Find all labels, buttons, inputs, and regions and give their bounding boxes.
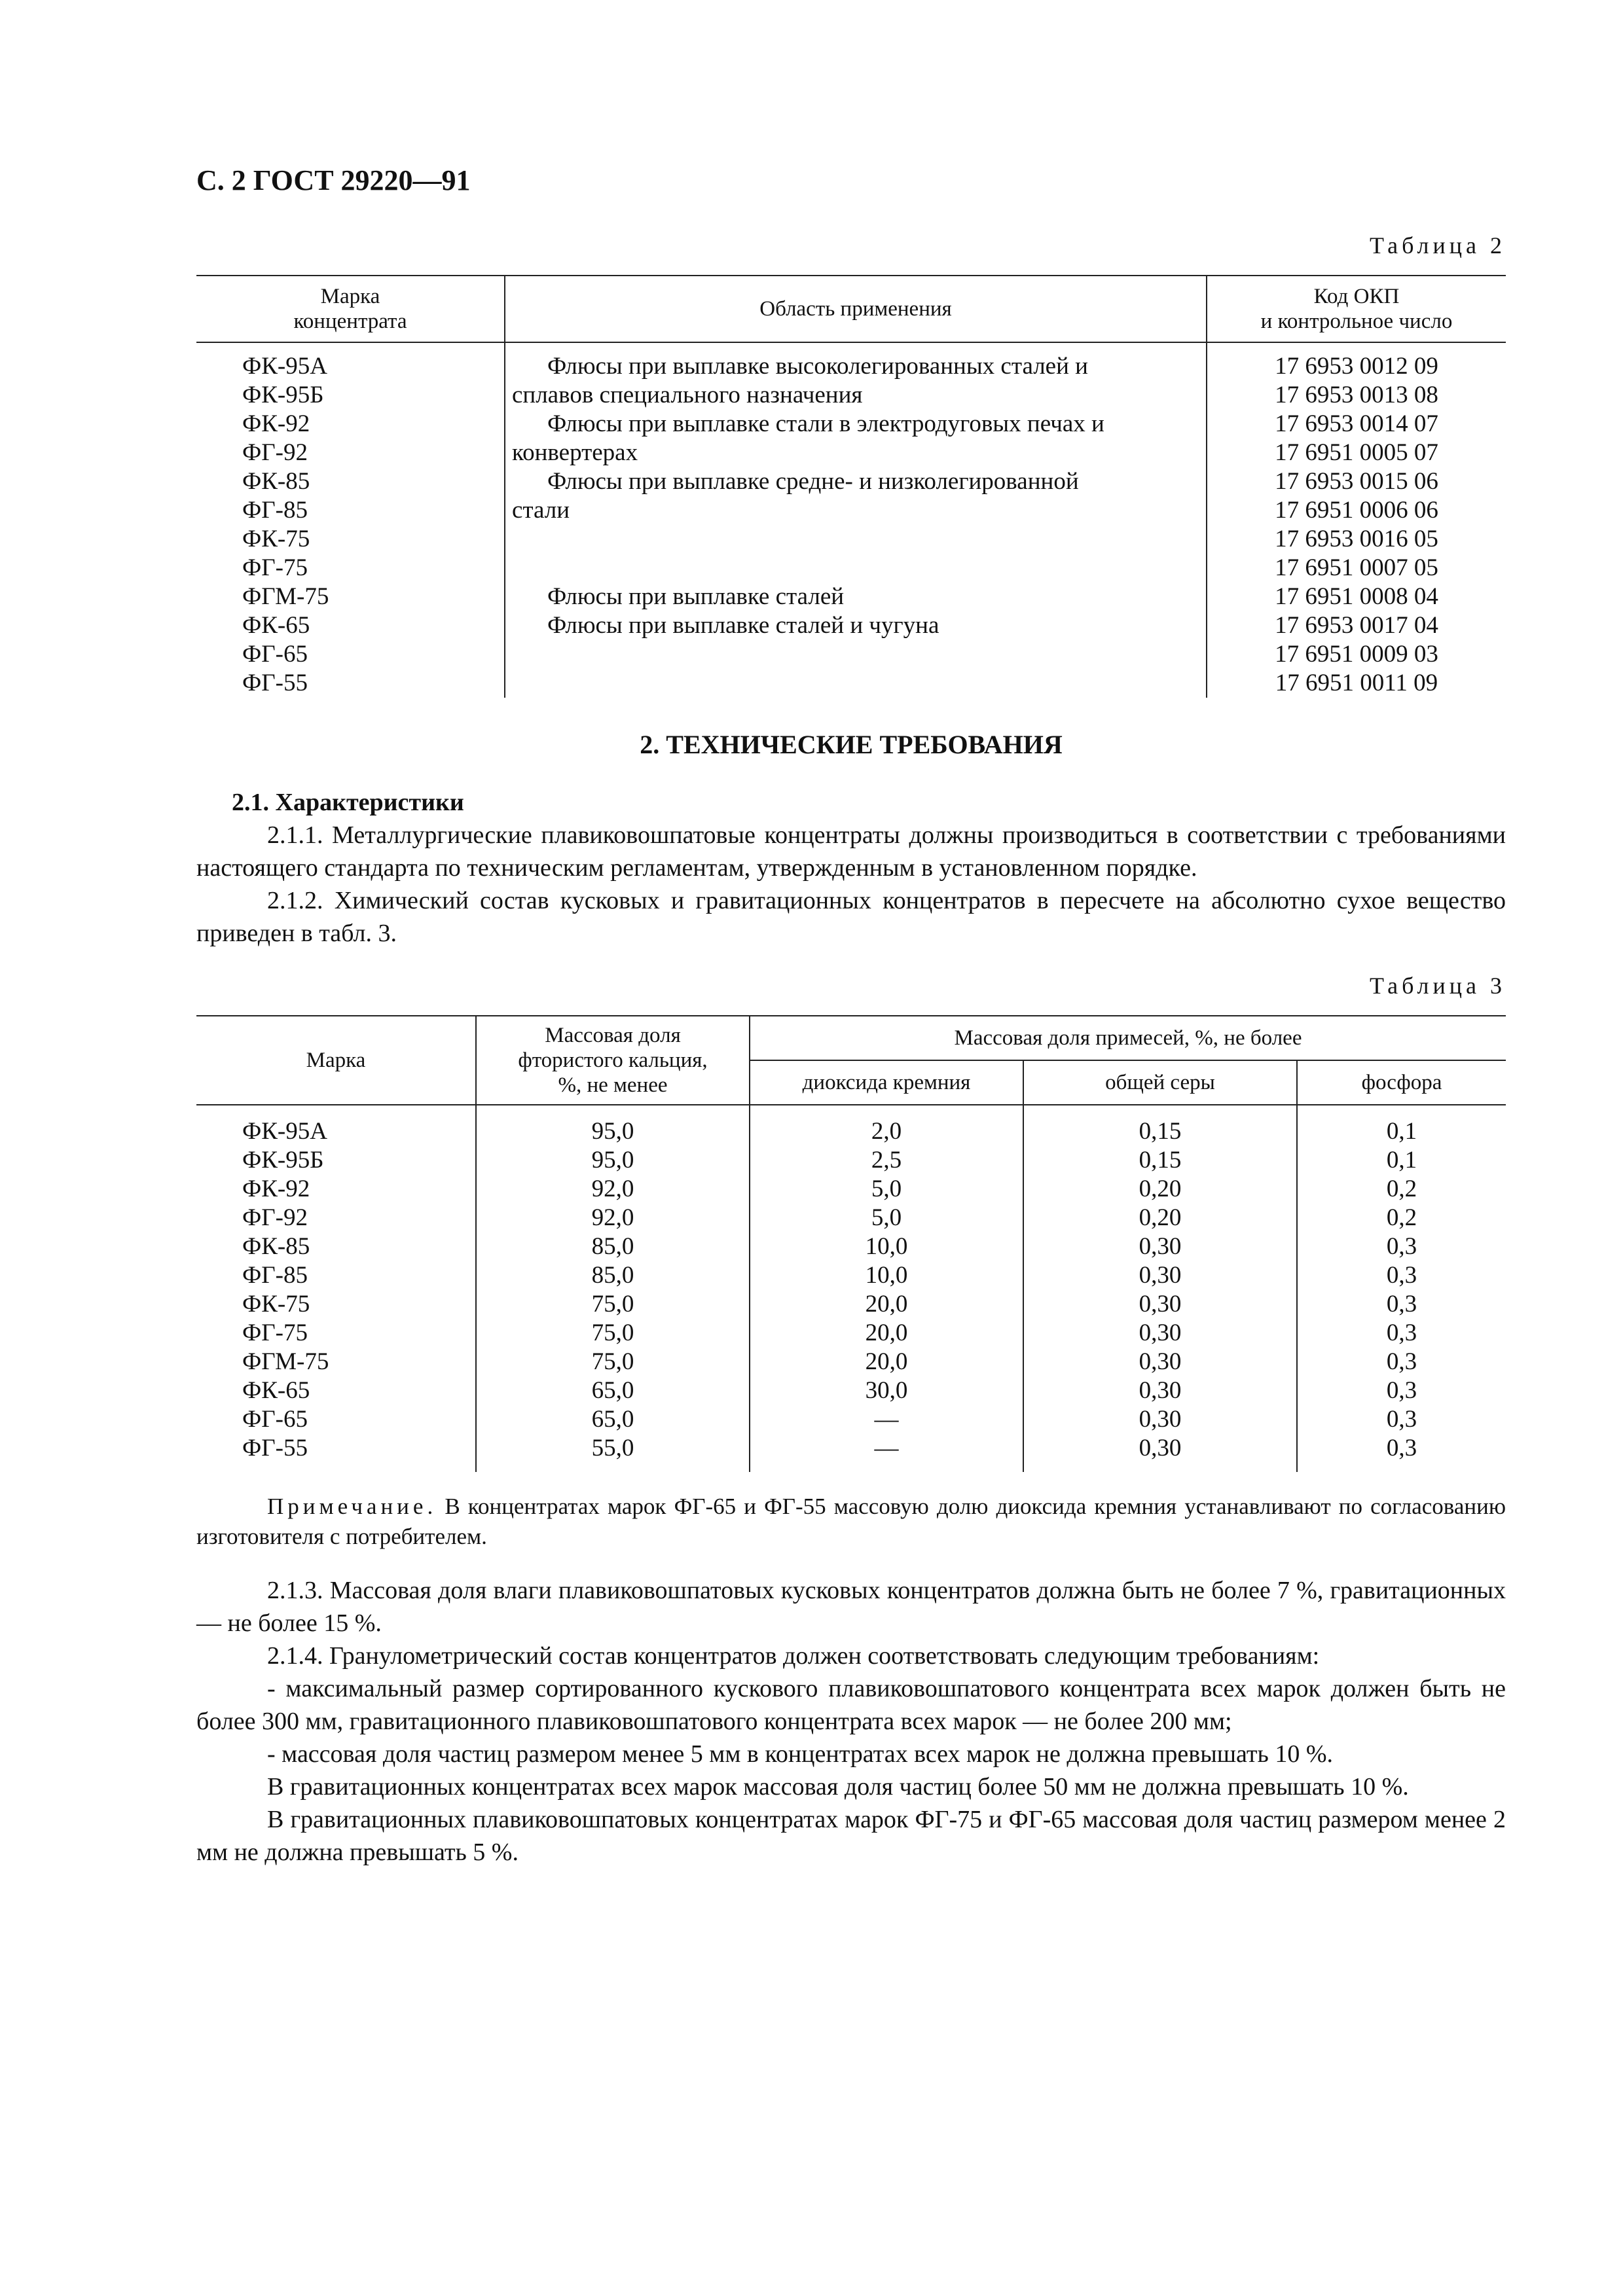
table2-cell-mark: ФГ-85	[196, 496, 505, 525]
table2-cell-mark: ФК-92	[196, 410, 505, 439]
table2-row	[196, 381, 1506, 410]
table3-cell-caf2: 75,0	[476, 1290, 750, 1319]
table3-row	[196, 1376, 1506, 1405]
table2-cell-area: Флюсы при выплавке сталей и чугуна	[505, 611, 1207, 640]
table2-cell-area: Флюсы при выплавке высоколегированных сталей и	[505, 342, 1207, 381]
table3-header-mark: Марка	[196, 1016, 476, 1105]
table2-row	[196, 342, 1506, 381]
table2-row	[196, 583, 1506, 611]
table3-cell-phosphorus: 0,3	[1386, 1348, 1417, 1375]
table3-cell-caf2: 95,0	[476, 1105, 750, 1146]
table3-header-sulfur: общей серы	[1023, 1060, 1297, 1105]
table2-cell-area: Флюсы при выплавке средне- и низколегированной	[505, 467, 1207, 496]
table3-row	[196, 1232, 1506, 1261]
table2-row	[196, 496, 1506, 525]
table2-cell-mark: ФГМ-75	[196, 583, 505, 611]
page-header: С. 2 ГОСТ 29220—91	[196, 164, 471, 196]
table2-cell-mark: ФК-95Б	[196, 381, 505, 410]
table3-cell-caf2: 95,0	[476, 1146, 750, 1175]
table2-header-area: Область применения	[505, 276, 1207, 342]
document-page	[196, 164, 1506, 1869]
table2-cell-area	[505, 669, 1207, 698]
table2-cell-mark: ФГ-75	[196, 554, 505, 583]
paragraph-gravitational-2mm: В гравитационных плавиковошпатовых концентратах марок ФГ-75 и ФГ-65 массовая доля частиц размером менее 2 мм не должна превышать 5 %.	[196, 1806, 1506, 1866]
table3-cell-caf2: 75,0	[476, 1319, 750, 1348]
table3-cell-phosphorus: 0,1	[1386, 1118, 1417, 1145]
table2-cell-area	[505, 640, 1207, 669]
table3-cell-mark: ФК-85	[196, 1232, 476, 1261]
table3-cell-sulfur: 0,20	[1023, 1204, 1297, 1232]
table3-row	[196, 1290, 1506, 1319]
table3-header-impurities: Массовая доля примесей, %, не более	[750, 1016, 1506, 1060]
table2-cell-area: стали	[505, 496, 1207, 525]
table3-row	[196, 1204, 1506, 1232]
table3-cell-sio2: 20,0	[750, 1290, 1023, 1319]
table3-cell-mark: ФК-95Б	[196, 1146, 476, 1175]
table3-row	[196, 1405, 1506, 1434]
table3-cell-sulfur: 0,30	[1023, 1434, 1297, 1472]
table3-cell-mark: ФГ-92	[196, 1204, 476, 1232]
table2-cell-mark: ФК-75	[196, 525, 505, 554]
table3-cell-phosphorus: 0,2	[1386, 1204, 1417, 1231]
table3-row	[196, 1105, 1506, 1146]
table3-row	[196, 1261, 1506, 1290]
table2-cell-mark: ФГ-65	[196, 640, 505, 669]
table2-body	[196, 342, 1506, 698]
table2-cell-area: конвертерах	[505, 439, 1207, 467]
table2-cell-code: 17 6951 0005 07	[1275, 439, 1438, 466]
table3-cell-sio2: 2,5	[750, 1146, 1023, 1175]
table3-cell-sio2: 30,0	[750, 1376, 1023, 1405]
table3-note	[196, 1492, 1506, 1552]
table3-cell-sulfur: 0,15	[1023, 1146, 1297, 1175]
table3-cell-sio2: 2,0	[750, 1105, 1023, 1146]
table2-row	[196, 467, 1506, 496]
table2-row	[196, 640, 1506, 669]
table2-cell-code: 17 6953 0015 06	[1275, 468, 1438, 495]
table3-cell-phosphorus: 0,3	[1386, 1377, 1417, 1404]
paragraph-2-1-4: 2.1.4. Гранулометрический состав концентратов должен соответствовать следующим требованиям:	[267, 1642, 1320, 1670]
table2-row	[196, 669, 1506, 698]
table3-cell-sio2: 10,0	[750, 1261, 1023, 1290]
table3-cell-mark: ФГМ-75	[196, 1348, 476, 1376]
table2-cell-code: 17 6951 0008 04	[1275, 583, 1438, 610]
table2-row	[196, 554, 1506, 583]
table2-cell-code: 17 6953 0012 09	[1275, 353, 1438, 380]
table3-cell-sio2: —	[750, 1405, 1023, 1434]
table3-cell-sio2: 20,0	[750, 1348, 1023, 1376]
table3-cell-mark: ФГ-55	[196, 1434, 476, 1472]
table2-cell-area: Флюсы при выплавке сталей	[505, 583, 1207, 611]
table2-cell-mark: ФК-65	[196, 611, 505, 640]
table2-row	[196, 525, 1506, 554]
table3-cell-caf2: 65,0	[476, 1405, 750, 1434]
table2-cell-mark: ФГ-92	[196, 439, 505, 467]
table3-cell-mark: ФГ-85	[196, 1261, 476, 1290]
table3-row	[196, 1319, 1506, 1348]
table2-header-row	[196, 276, 1506, 342]
table2-cell-code: 17 6951 0009 03	[1275, 641, 1438, 668]
table3-cell-caf2: 65,0	[476, 1376, 750, 1405]
table2-header-mark: Марка концентрата	[196, 276, 505, 342]
table3-cell-mark: ФК-92	[196, 1175, 476, 1204]
table3-cell-sio2: 20,0	[750, 1319, 1023, 1348]
table3-cell-caf2: 85,0	[476, 1232, 750, 1261]
table3-cell-phosphorus: 0,2	[1386, 1175, 1417, 1202]
table2-cell-code: 17 6951 0007 05	[1275, 554, 1438, 581]
table3-cell-mark: ФК-75	[196, 1290, 476, 1319]
paragraph-2-1-3: 2.1.3. Массовая доля влаги плавиковошпатовых кусковых концентратов должна быть не более 7 %, гравитационных — не более 15 %.	[196, 1577, 1506, 1637]
table3-caption: Таблица 3	[1370, 973, 1506, 999]
table3-cell-sulfur: 0,30	[1023, 1376, 1297, 1405]
table3-body	[196, 1105, 1506, 1472]
table3-cell-mark: ФГ-65	[196, 1405, 476, 1434]
table2-cell-mark: ФК-95А	[196, 342, 505, 381]
table3	[196, 1015, 1506, 1472]
table2-row	[196, 439, 1506, 467]
table2-cell-code: 17 6953 0016 05	[1275, 526, 1438, 552]
table2-cell-mark: ФГ-55	[196, 669, 505, 698]
table3-cell-phosphorus: 0,3	[1386, 1406, 1417, 1433]
bullet-fine-particles: - массовая доля частиц размером менее 5 мм в концентратах всех марок не должна превышать 10 %.	[267, 1740, 1334, 1768]
table2-cell-code: 17 6953 0014 07	[1275, 410, 1438, 437]
table3-cell-caf2: 92,0	[476, 1204, 750, 1232]
table2-cell-area: Флюсы при выплавке стали в электродуговых печах и	[505, 410, 1207, 439]
table3-row	[196, 1348, 1506, 1376]
table2-caption: Таблица 2	[1370, 232, 1506, 259]
table3-cell-sio2: —	[750, 1434, 1023, 1472]
note-text: В концентратах марок ФГ-65 и ФГ-55 массовую долю диоксида кремния устанавливают по согласованию изготовителя с потребителем.	[196, 1494, 1506, 1549]
table3-cell-phosphorus: 0,3	[1386, 1233, 1417, 1260]
table3-row	[196, 1175, 1506, 1204]
table3-cell-mark: ФК-65	[196, 1376, 476, 1405]
table3-cell-caf2: 92,0	[476, 1175, 750, 1204]
table3-cell-sulfur: 0,30	[1023, 1348, 1297, 1376]
bullet-max-size: - максимальный размер сортированного кускового плавиковошпатового концентрата всех марок должен быть не более 300 мм, гравитационного плавиковошпатового концентрата всех марок — не более 200 мм;	[196, 1675, 1506, 1735]
table3-cell-sulfur: 0,20	[1023, 1175, 1297, 1204]
table2-cell-area: сплавов специального назначения	[505, 381, 1207, 410]
table3-row	[196, 1146, 1506, 1175]
table3-cell-phosphorus: 0,3	[1386, 1435, 1417, 1462]
table3-cell-mark: ФГ-75	[196, 1319, 476, 1348]
table3-cell-sulfur: 0,15	[1023, 1105, 1297, 1146]
table3-cell-sio2: 10,0	[750, 1232, 1023, 1261]
table3-cell-phosphorus: 0,3	[1386, 1262, 1417, 1289]
section-title: 2. ТЕХНИЧЕСКИЕ ТРЕБОВАНИЯ	[640, 730, 1063, 759]
subsection-title: 2.1. Характеристики	[232, 789, 464, 816]
table2-cell-code: 17 6953 0013 08	[1275, 382, 1438, 408]
table2-cell-area	[505, 554, 1207, 583]
table2-row	[196, 611, 1506, 640]
note-label: Примечание.	[267, 1494, 437, 1519]
table3-cell-phosphorus: 0,3	[1386, 1291, 1417, 1318]
table3-cell-phosphorus: 0,3	[1386, 1319, 1417, 1346]
table3-header-phosphorus: фосфора	[1297, 1060, 1506, 1105]
table2	[196, 275, 1506, 698]
table3-header-sio2: диоксида кремния	[750, 1060, 1023, 1105]
table2-row	[196, 410, 1506, 439]
table3-cell-sio2: 5,0	[750, 1175, 1023, 1204]
paragraph-2-1-2: 2.1.2. Химический состав кусковых и гравитационных концентратов в пересчете на абсолютно сухое вещество приведен в табл. 3.	[196, 887, 1506, 947]
table3-header-row-1	[196, 1016, 1506, 1060]
table2-cell-area	[505, 525, 1207, 554]
table3-cell-caf2: 55,0	[476, 1434, 750, 1472]
table2-cell-code: 17 6953 0017 04	[1275, 612, 1438, 639]
table3-cell-caf2: 85,0	[476, 1261, 750, 1290]
table3-cell-sulfur: 0,30	[1023, 1290, 1297, 1319]
paragraph-gravitational-50mm: В гравитационных концентратах всех марок массовая доля частиц более 50 мм не должна превышать 10 %.	[267, 1773, 1409, 1801]
table3-cell-sulfur: 0,30	[1023, 1319, 1297, 1348]
table3-cell-sulfur: 0,30	[1023, 1405, 1297, 1434]
table2-cell-mark: ФК-85	[196, 467, 505, 496]
table2-cell-code: 17 6951 0011 09	[1275, 670, 1438, 696]
table3-row	[196, 1434, 1506, 1472]
table2-header-code: Код ОКП и контрольное число	[1207, 276, 1506, 342]
table3-cell-mark: ФК-95А	[196, 1105, 476, 1146]
paragraph-2-1-1: 2.1.1. Металлургические плавиковошпатовые концентраты должны производиться в соответствии с требованиями настоящего стандарта по техническим регламентам, утвержденным в установленном порядке.	[196, 821, 1506, 882]
table3-header-caf2: Массовая доля фтористого кальция, %, не менее	[476, 1016, 750, 1105]
table3-cell-sulfur: 0,30	[1023, 1261, 1297, 1290]
table3-cell-sio2: 5,0	[750, 1204, 1023, 1232]
table3-cell-phosphorus: 0,1	[1386, 1147, 1417, 1174]
table3-cell-sulfur: 0,30	[1023, 1232, 1297, 1261]
table3-cell-caf2: 75,0	[476, 1348, 750, 1376]
table2-cell-code: 17 6951 0006 06	[1275, 497, 1438, 524]
